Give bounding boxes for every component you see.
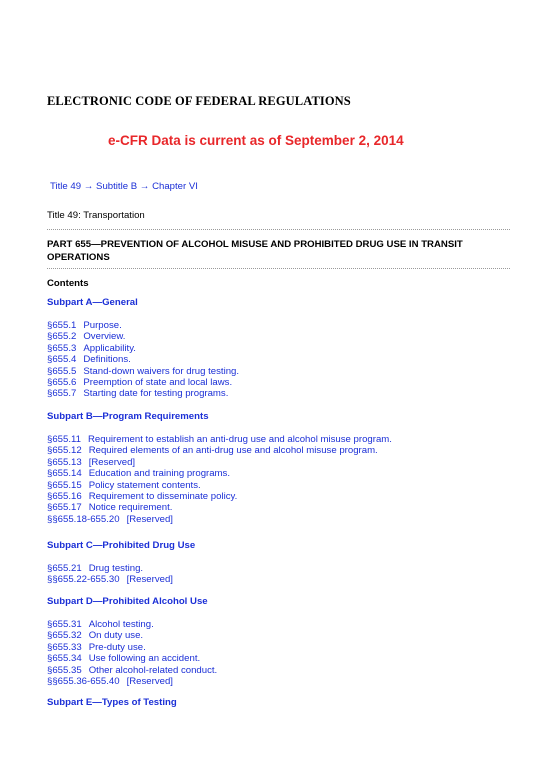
subpart-a-section-list — [47, 320, 239, 400]
main-title: ELECTRONIC CODE OF FEDERAL REGULATIONS — [47, 94, 351, 108]
section-link[interactable]: §655.35 Other alcohol-related conduct. — [47, 664, 218, 676]
section-link[interactable]: §655.3 Applicability. — [47, 342, 136, 354]
section-link[interactable]: §655.6 Preemption of state and local laws. — [47, 377, 233, 389]
breadcrumb — [50, 181, 198, 192]
subpart-a-heading-link[interactable]: Subpart A—General — [47, 297, 138, 308]
section-link[interactable]: §655.13 [Reserved] — [47, 456, 136, 468]
subpart-d-section-list — [47, 619, 217, 687]
section-link[interactable]: §655.14 Education and training programs. — [47, 468, 231, 480]
section-link[interactable]: §655.15 Policy statement contents. — [47, 479, 201, 491]
subpart-d-heading-link[interactable]: Subpart D—Prohibited Alcohol Use — [47, 596, 208, 607]
breadcrumb-separator: → — [83, 181, 94, 192]
divider — [47, 268, 510, 269]
section-link[interactable]: §655.11 Requirement to establish an anti-drug use and alcohol misuse program. — [47, 434, 392, 445]
breadcrumb-title-link[interactable]: Title 49 — [50, 181, 82, 192]
subpart-b-section-list — [47, 434, 392, 525]
section-link[interactable]: §§655.18-655.20 [Reserved] — [47, 513, 173, 525]
subpart-b-heading-link[interactable]: Subpart B—Program Requirements — [47, 411, 209, 422]
breadcrumb-subtitle-link[interactable]: Subtitle B — [96, 181, 138, 192]
section-link[interactable]: §655.2 Overview. — [47, 331, 126, 343]
breadcrumb-chapter-link[interactable]: Chapter VI — [152, 181, 198, 192]
section-link[interactable]: §655.21 Drug testing. — [47, 563, 144, 574]
section-link[interactable]: §§655.36-655.40 [Reserved] — [47, 676, 173, 688]
section-link[interactable]: §§655.22-655.30 [Reserved] — [47, 574, 173, 586]
subpart-e-heading-link[interactable]: Subpart E—Types of Testing — [47, 697, 177, 708]
section-link[interactable]: §655.34 Use following an accident. — [47, 653, 201, 665]
contents-label: Contents — [47, 278, 89, 289]
part-heading: PART 655—PREVENTION OF ALCOHOL MISUSE AND PROHIBITED DRUG USE IN TRANSIT OPERATIONS — [47, 239, 463, 263]
subpart-c-section-list — [47, 563, 173, 586]
breadcrumb-separator: → — [139, 181, 150, 192]
section-link[interactable]: §655.12 Required elements of an anti-drug use and alcohol misuse program. — [47, 445, 378, 457]
section-link[interactable]: §655.7 Starting date for testing programs. — [47, 388, 229, 400]
subpart-c-heading-link[interactable]: Subpart C—Prohibited Drug Use — [47, 540, 196, 551]
section-link[interactable]: §655.16 Requirement to disseminate policy. — [47, 491, 238, 503]
section-link[interactable]: §655.4 Definitions. — [47, 354, 131, 366]
currency-notice: e-CFR Data is current as of September 2, 2014 — [108, 133, 404, 148]
title-line: Title 49: Transportation — [47, 210, 145, 221]
section-link[interactable]: §655.33 Pre-duty use. — [47, 641, 146, 653]
section-link[interactable]: §655.31 Alcohol testing. — [47, 619, 154, 630]
section-link[interactable]: §655.1 Purpose. — [47, 320, 122, 331]
section-link[interactable]: §655.17 Notice requirement. — [47, 502, 173, 514]
section-link[interactable]: §655.32 On duty use. — [47, 630, 144, 642]
divider — [47, 229, 510, 230]
section-link[interactable]: §655.5 Stand-down waivers for drug testing. — [47, 365, 240, 377]
